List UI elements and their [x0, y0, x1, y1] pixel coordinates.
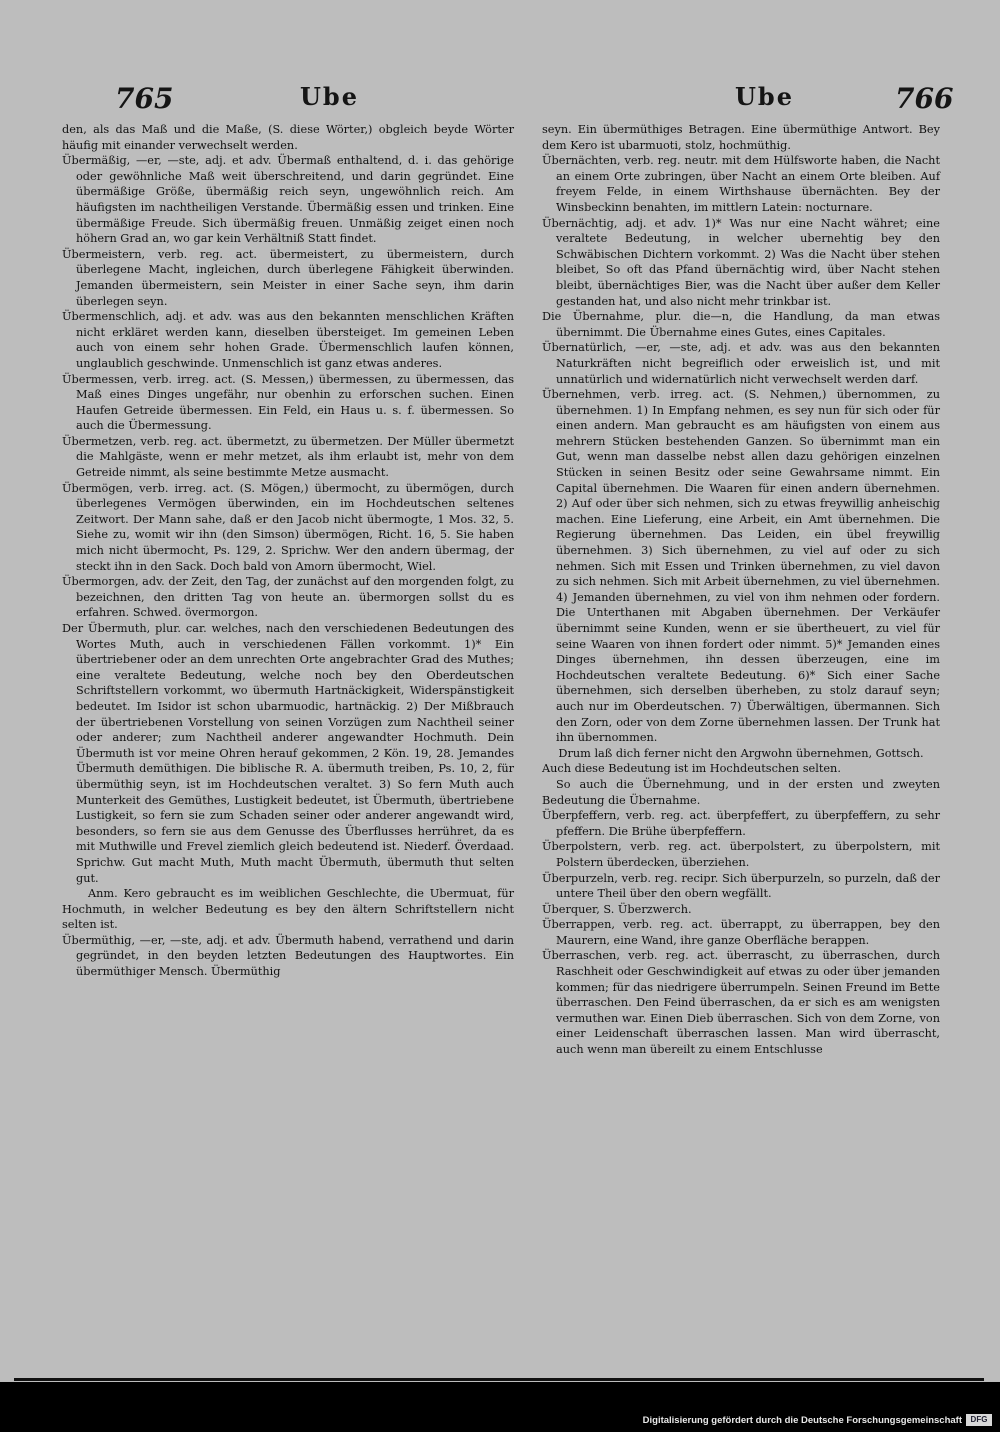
dictionary-entry: Überpurzeln, verb. reg. recipr. Sich überpurzeln, so purzeln, daß der untere Theil über den obern wegfällt. [542, 871, 940, 901]
dictionary-entry: Übernatürlich, —er, —ste, adj. et adv. was aus den bekannten Naturkräften nicht begreiflich oder erweislich ist, und mit unnatürlich und widernatürlich nicht verwechselt werden darf. [542, 341, 940, 386]
dictionary-entry: Übermäßig, —er, —ste, adj. et adv. Übermaß enthaltend, d. i. das gehörige oder gewöhnliche Maß weit überschreitend, und darin gegründet. Eine übermäßige Größe, übermäßig reich seyn, ungewöhnlich reich. Am häufigsten im nachtheiligen Verstande. Übermäßig essen und trinken. Eine übermäßige Freude. Sich übermäßig freuen. Unmäßig zeiget einen noch höhern Grad an, wo gar kein Verhältniß Statt findet. [62, 154, 514, 246]
dictionary-entry: Überraschen, verb. reg. act. überrascht, zu überraschen, durch Raschheit oder Geschwindigkeit auf etwas zu oder über jemanden kommen; für das niedrigere überrumpeln. Seinen Freund im Bette überraschen. Den Feind überraschen, da er sich es am wenigsten vermuthen war. Einen Dieb überraschen. Sich von dem Zorne, von einer Leidenschaft überraschen lassen. Man wird überrascht, auch wenn man übereilt zu einem Entschlusse [542, 949, 940, 1057]
right-page-number: 766 [895, 82, 954, 115]
entry-annotation: Anm. Kero gebraucht es im weiblichen Geschlechte, die Ubermuat, für Hochmuth, in welcher Bedeutung es bey den ältern Schriftstellern nicht selten ist. [62, 887, 514, 932]
dictionary-entry: Übernächtig, adj. et adv. 1)* Was nur eine Nacht währet; eine veraltete Bedeutung, in welcher ubernehtig bey den Schwäbischen Dichtern vorkommt. 2) Was die Nacht über stehen bleibet, So oft das Pfand übernächtig wird, über Nacht stehen bleibt, übernächtiges Bier, was die Nacht über außer dem Keller gestanden hat, und also nicht mehr trinkbar ist. [542, 216, 940, 308]
bottom-rule [14, 1378, 984, 1381]
dictionary-entry: Übermorgen, adv. der Zeit, den Tag, der zunächst auf den morgenden folgt, zu bezeichnen, den dritten Tag von heute an. übermorgen sollst du es erfahren. Schwed. övermorgon. [62, 575, 514, 620]
dictionary-entry: Übermüthig, —er, —ste, adj. et adv. Übermuth habend, verrathend und darin gegründet, in den beyden letzten Bedeutungen des Hauptwortes. Ein übermüthiger Mensch. Übermüthig [62, 933, 514, 979]
left-column [62, 122, 514, 980]
dictionary-entry: Übermessen, verb. irreg. act. (S. Messen,) übermessen, zu übermessen, das Maß eines Dinges ungefähr, nur obenhin zu erforschen suchen. Einen Haufen Getreide übermessen. Ein Feld, ein Haus u. s. f. übermessen. So auch die Übermessung. [62, 372, 514, 433]
quotation: Drum laß dich ferner nicht den Argwohn übernehmen, Gottsch. [558, 746, 924, 760]
entry-text: Auch diese Bedeutung ist im Hochdeutschen selten. [542, 762, 841, 776]
entry-text: seyn. Ein übermüthiges Betragen. Eine übermüthige Antwort. Bey dem Kero ist ubarmuoti, stolz, hochmüthig. [542, 123, 940, 152]
dictionary-entry: Überrappen, verb. reg. act. überrappt, zu überrappen, bey den Maurern, eine Wand, ihre ganze Oberfläche berappen. [542, 918, 940, 947]
dictionary-entry: Übernächten, verb. reg. neutr. mit dem Hülfsworte haben, die Nacht an einem Orte zubringen, über Nacht an einem Orte bleiben. Auf freyem Felde, in einem Wirthshause übernächten. Bey der Winsbeckinn benahten, im mittlern Latein: nocturnare. [542, 154, 940, 214]
right-running-head: Ube [735, 82, 794, 111]
dictionary-entry: Übermetzen, verb. reg. act. übermetzt, zu übermetzen. Der Müller übermetzt die Mahlgäste, wenn er mehr metzet, als ihm erlaubt ist, mehr von dem Getreide nimmt, als seine bestimmte Metze ausmacht. [62, 434, 514, 480]
right-column [542, 122, 940, 1058]
entry-text: So auch die Übernehmung, und in der ersten und zweyten Bedeutung die Übernahme. [542, 777, 940, 807]
entry-text: den, als das Maß und die Maße, (S. diese Wörter,) obgleich beyde Wörter häufig mit einander verwechselt werden. [62, 123, 514, 152]
left-running-head: Ube [300, 82, 359, 111]
dictionary-entry: Der Übermuth, plur. car. welches, nach den verschiedenen Bedeutungen des Wortes Muth, auch in verschiedenen Fällen vorkommt. 1)* Ein übertriebener oder an dem unrechten Orte angebrachter Grad des Muthes; eine veraltete Bedeutung, welche noch bey den Oberdeutschen Schriftstellern vorkommt, wo übermuth Hartnäckigkeit, Widerspänstigkeit bedeutet. Im Isidor ist schon ubarmuodic, hartnäckig. 2) Der Mißbrauch der übertriebenen Vorstellung von seinen Vorzügen zum Nachtheil seiner oder anderer; zum Nachtheil anderer angewandter Hochmuth. Dein Übermuth ist vor meine Ohren herauf gekommen, 2 Kön. 19, 28. Jemandes Übermuth demüthigen. Die biblische R. A. übermuth treiben, Ps. 10, 2, für übermüthig seyn, ist im Hochdeutschen veraltet. 3) So fern Muth auch Munterkeit des Gemüthes, Lustigkeit bedeutet, ist Übermuth, übertriebene Lustigkeit, so fern sie zum Schaden seiner oder anderer angewandt wird, besonders, so fern sie aus dem Genusse des Überflusses herrühret, da es mit Muthwille und Frevel ziemlich gleich bedeutend ist. Niederf. Överdaad. Sprichw. Gut macht Muth, Muth macht Übermuth, übermuth thut selten gut. [62, 622, 514, 885]
dictionary-entry: Übernehmen, verb. irreg. act. (S. Nehmen,) übernommen, zu übernehmen. 1) In Empfang nehmen, es sey nun für sich oder für einen andern. Man gebraucht es am häufigsten von einem aus mehrern Stücken bestehenden Ganzen. So übernimmt man ein Gut, wenn man dasselbe nebst allen dazu gehörigen einzelnen Stücken in seinen Besitz oder seine Gewahrsame nimmt. Ein Capital übernehmen. Die Waaren für einen andern übernehmen. 2) Auf oder über sich nehmen, sich zu etwas freywillig anheischig machen. Eine Lieferung, eine Arbeit, ein Amt übernehmen. Die Regierung übernehmen. Das Leiden, ein übel freywillig übernehmen. 3) Sich übernehmen, zu viel auf oder zu sich nehmen. Sich mit Essen und Trinken übernehmen, zu viel davon zu sich nehmen. Sich mit Arbeit übernehmen, zu viel übernehmen. 4) Jemanden übernehmen, zu viel von ihm nehmen oder fordern. Die Unterthanen mit Abgaben übernehmen. Der Verkäufer übernimmt seine Kunden, wenn er sie übertheuert, zu viel für seine Waaren von ihnen fordert oder nimmt. 5)* Jemanden eines Dinges übernehmen, ihn dessen überzeugen, eine im Hochdeutschen veraltete Bedeutung. 6)* Sich einer Sache übernehmen, sich derselben überheben, zu stolz darauf seyn; auch nur im Oberdeutschen. 7) Überwältigen, übermannen. Sich den Zorn, oder von dem Zorne übernehmen lassen. Der Trunk hat ihn übernommen. [542, 388, 940, 745]
dfg-logo: DFG [966, 1414, 992, 1426]
dictionary-entry: Die Übernahme, plur. die—n, die Handlung, da man etwas übernimmt. Die Übernahme eines Gutes, eines Capitales. [542, 310, 940, 339]
dictionary-entry: Übermögen, verb. irreg. act. (S. Mögen,) übermocht, zu übermögen, durch überlegenes Vermögen überwinden, ein im Hochdeutschen seltenes Zeitwort. Der Mann sahe, daß er den Jacob nicht übermogte, 1 Mos. 32, 5. Siehe zu, womit wir ihn (den Simson) übermögen, Richt. 16, 5. Sie haben mich nicht übermocht, Ps. 129, 2. Sprichw. Wer den andern übermag, der steckt ihn in den Sack. Doch bald von Amorn übermocht, Wiel. [62, 481, 514, 573]
left-page-number: 765 [115, 82, 174, 115]
dictionary-entry: Übermenschlich, adj. et adv. was aus den bekannten menschlichen Kräften nicht erkläret werden kann, dieselben übersteiget. Im gemeinen Leben auch von einem sehr hohen Grade. Übermenschlich laufen können, unglaublich geschwinde. Unmenschlich ist ganz etwas anderes. [62, 310, 514, 370]
dictionary-entry: Überpolstern, verb. reg. act. überpolstert, zu überpolstern, mit Polstern überdecken, überziehen. [542, 840, 940, 869]
dictionary-entry: Übermeistern, verb. reg. act. übermeistert, zu übermeistern, durch überlegene Macht, ingleichen, durch überlegene Fähigkeit überwinden. Jemanden übermeistern, sein Meister in einer Sache seyn, ihm darin überlegen seyn. [62, 247, 514, 308]
dictionary-entry: Überquer, S. Überzwerch. [542, 902, 692, 916]
dictionary-entry: Überpfeffern, verb. reg. act. überpfeffert, zu überpfeffern, zu sehr pfeffern. Die Brühe überpfeffern. [542, 809, 940, 838]
funding-note: Digitalisierung gefördert durch die Deutsche Forschungsgemeinschaft [642, 1415, 962, 1426]
footer-bar [0, 1412, 1000, 1432]
